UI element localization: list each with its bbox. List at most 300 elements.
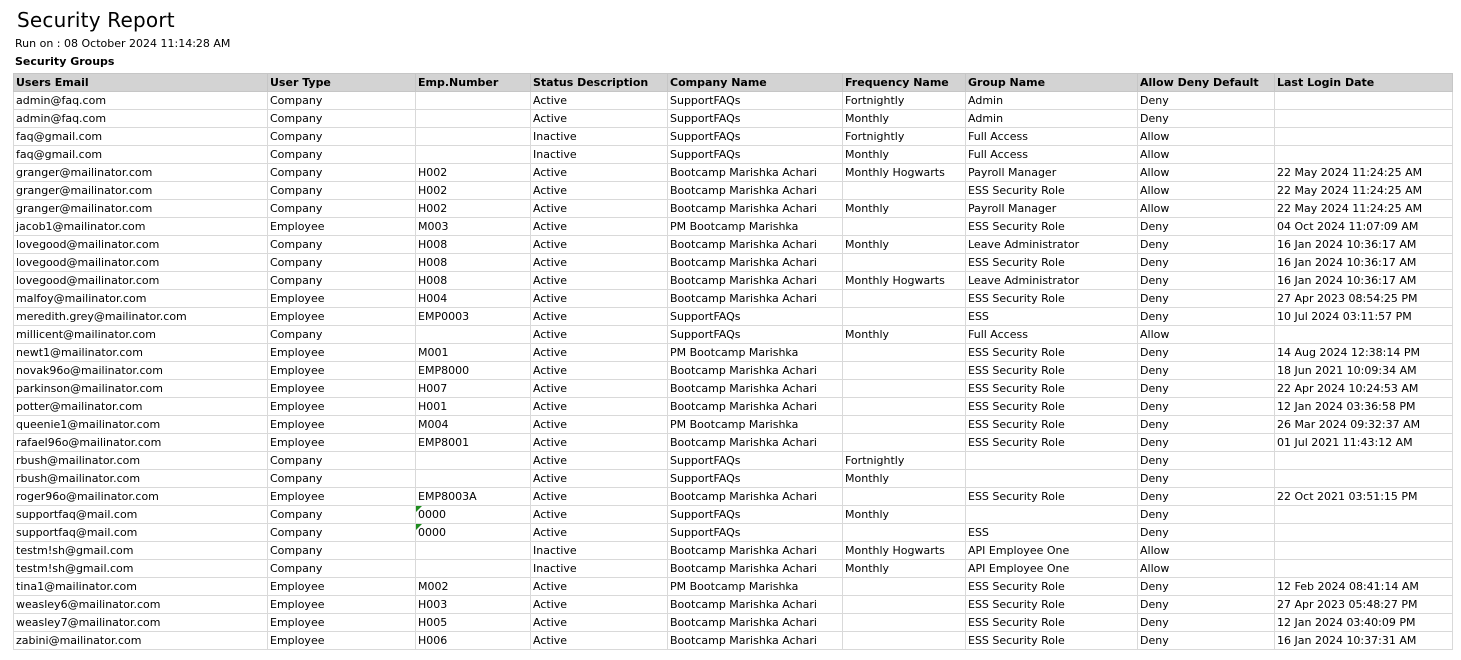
table-row [14, 92, 1453, 110]
cell-company-name[interactable]: SupportFAQs [668, 308, 843, 326]
cell-user-type[interactable]: Employee [268, 416, 416, 434]
cell-allow-deny-default[interactable]: Deny [1138, 308, 1275, 326]
cell-user-type[interactable]: Company [268, 110, 416, 128]
cell-last-login-date[interactable]: 12 Feb 2024 08:41:14 AM [1275, 578, 1453, 596]
cell-allow-deny-default[interactable]: Deny [1138, 488, 1275, 506]
cell-user-type[interactable]: Employee [268, 632, 416, 650]
cell-users-email[interactable]: granger@mailinator.com [14, 182, 268, 200]
cell-users-email[interactable]: faq@gmail.com [14, 146, 268, 164]
cell-company-name[interactable]: SupportFAQs [668, 326, 843, 344]
cell-user-type[interactable]: Company [268, 146, 416, 164]
cell-emp-number[interactable] [416, 560, 531, 578]
cell-company-name[interactable]: SupportFAQs [668, 110, 843, 128]
cell-group-name[interactable]: ESS Security Role [966, 488, 1138, 506]
cell-allow-deny-default[interactable]: Deny [1138, 416, 1275, 434]
cell-group-name[interactable]: ESS Security Role [966, 596, 1138, 614]
cell-emp-number[interactable] [416, 506, 531, 524]
cell-allow-deny-default[interactable]: Deny [1138, 344, 1275, 362]
cell-users-email[interactable]: weasley6@mailinator.com [14, 596, 268, 614]
cell-users-email[interactable]: lovegood@mailinator.com [14, 254, 268, 272]
cell-users-email[interactable]: potter@mailinator.com [14, 398, 268, 416]
cell-group-name[interactable]: Full Access [966, 146, 1138, 164]
cell-last-login-date[interactable]: 16 Jan 2024 10:36:17 AM [1275, 254, 1453, 272]
cell-frequency-name[interactable]: Fortnightly [843, 128, 966, 146]
cell-company-name[interactable]: Bootcamp Marishka Achari [668, 362, 843, 380]
cell-group-name[interactable]: API Employee One [966, 542, 1138, 560]
cell-company-name[interactable]: Bootcamp Marishka Achari [668, 164, 843, 182]
report-title: Security Report [17, 8, 175, 32]
cell-users-email[interactable]: rbush@mailinator.com [14, 470, 268, 488]
cell-company-name[interactable]: Bootcamp Marishka Achari [668, 380, 843, 398]
cell-users-email[interactable]: lovegood@mailinator.com [14, 236, 268, 254]
cell-status-description[interactable]: Active [531, 290, 668, 308]
cell-frequency-name[interactable] [843, 614, 966, 632]
cell-user-type[interactable]: Company [268, 524, 416, 542]
table-row [14, 614, 1453, 632]
cell-allow-deny-default[interactable]: Deny [1138, 614, 1275, 632]
table-row [14, 146, 1453, 164]
cell-user-type[interactable]: Employee [268, 344, 416, 362]
cell-allow-deny-default[interactable]: Deny [1138, 578, 1275, 596]
cell-allow-deny-default[interactable]: Deny [1138, 524, 1275, 542]
cell-group-name[interactable]: ESS Security Role [966, 434, 1138, 452]
cell-user-type[interactable]: Company [268, 254, 416, 272]
cell-status-description[interactable]: Active [531, 92, 668, 110]
cell-user-type[interactable]: Company [268, 326, 416, 344]
cell-emp-number[interactable]: M001 [416, 344, 531, 362]
cell-emp-number[interactable]: H008 [416, 254, 531, 272]
cell-emp-number[interactable]: H008 [416, 272, 531, 290]
cell-emp-number[interactable]: H004 [416, 290, 531, 308]
cell-company-name[interactable]: Bootcamp Marishka Achari [668, 254, 843, 272]
cell-frequency-name[interactable] [843, 218, 966, 236]
cell-last-login-date[interactable] [1275, 542, 1453, 560]
cell-group-name[interactable] [966, 470, 1138, 488]
cell-user-type[interactable]: Employee [268, 434, 416, 452]
cell-company-name[interactable]: PM Bootcamp Marishka [668, 344, 843, 362]
cell-allow-deny-default[interactable]: Allow [1138, 200, 1275, 218]
cell-status-description[interactable]: Active [531, 416, 668, 434]
cell-status-description[interactable]: Active [531, 362, 668, 380]
cell-group-name[interactable]: Leave Administrator [966, 272, 1138, 290]
cell-company-name[interactable]: Bootcamp Marishka Achari [668, 290, 843, 308]
table-row [14, 308, 1453, 326]
column-header-last-login-date[interactable]: Last Login Date [1275, 74, 1453, 92]
cell-group-name[interactable]: API Employee One [966, 560, 1138, 578]
cell-company-name[interactable]: SupportFAQs [668, 92, 843, 110]
cell-company-name[interactable]: Bootcamp Marishka Achari [668, 596, 843, 614]
cell-emp-number[interactable] [416, 128, 531, 146]
cell-last-login-date[interactable] [1275, 452, 1453, 470]
cell-last-login-date[interactable] [1275, 560, 1453, 578]
cell-group-name[interactable]: ESS Security Role [966, 254, 1138, 272]
cell-status-description[interactable]: Active [531, 434, 668, 452]
cell-users-email[interactable]: granger@mailinator.com [14, 200, 268, 218]
cell-last-login-date[interactable]: 18 Jun 2021 10:09:34 AM [1275, 362, 1453, 380]
cell-frequency-name[interactable] [843, 308, 966, 326]
cell-status-description[interactable]: Active [531, 380, 668, 398]
cell-group-name[interactable]: Full Access [966, 128, 1138, 146]
cell-user-type[interactable]: Company [268, 560, 416, 578]
column-header-emp-number[interactable]: Emp.Number [416, 74, 531, 92]
cell-status-description[interactable]: Active [531, 344, 668, 362]
cell-last-login-date[interactable]: 16 Jan 2024 10:36:17 AM [1275, 272, 1453, 290]
cell-group-name[interactable]: ESS Security Role [966, 344, 1138, 362]
cell-company-name[interactable]: Bootcamp Marishka Achari [668, 488, 843, 506]
cell-group-name[interactable] [966, 506, 1138, 524]
cell-status-description[interactable]: Active [531, 164, 668, 182]
cell-emp-number[interactable] [416, 92, 531, 110]
cell-group-name[interactable]: ESS [966, 308, 1138, 326]
cell-company-name[interactable]: SupportFAQs [668, 452, 843, 470]
cell-emp-number[interactable]: H003 [416, 596, 531, 614]
cell-users-email[interactable]: rafael96o@mailinator.com [14, 434, 268, 452]
cell-user-type[interactable]: Company [268, 272, 416, 290]
cell-user-type[interactable]: Company [268, 182, 416, 200]
cell-last-login-date[interactable] [1275, 470, 1453, 488]
cell-frequency-name[interactable] [843, 344, 966, 362]
cell-users-email[interactable]: testm!sh@gmail.com [14, 560, 268, 578]
cell-company-name[interactable]: SupportFAQs [668, 146, 843, 164]
cell-group-name[interactable]: Admin [966, 110, 1138, 128]
cell-last-login-date[interactable] [1275, 128, 1453, 146]
cell-status-description[interactable]: Active [531, 110, 668, 128]
cell-emp-number[interactable] [416, 452, 531, 470]
cell-status-description[interactable]: Active [531, 308, 668, 326]
cell-frequency-name[interactable]: Monthly Hogwarts [843, 272, 966, 290]
cell-group-name[interactable]: ESS Security Role [966, 614, 1138, 632]
cell-allow-deny-default[interactable]: Deny [1138, 110, 1275, 128]
cell-last-login-date[interactable]: 16 Jan 2024 10:37:31 AM [1275, 632, 1453, 650]
cell-last-login-date[interactable]: 12 Jan 2024 03:40:09 PM [1275, 614, 1453, 632]
cell-group-name[interactable]: ESS Security Role [966, 290, 1138, 308]
cell-company-name[interactable]: SupportFAQs [668, 470, 843, 488]
cell-status-description[interactable]: Active [531, 578, 668, 596]
cell-company-name[interactable]: PM Bootcamp Marishka [668, 416, 843, 434]
cell-company-name[interactable]: Bootcamp Marishka Achari [668, 236, 843, 254]
cell-allow-deny-default[interactable]: Allow [1138, 182, 1275, 200]
cell-last-login-date[interactable]: 22 Apr 2024 10:24:53 AM [1275, 380, 1453, 398]
cell-company-name[interactable]: Bootcamp Marishka Achari [668, 542, 843, 560]
column-header-status-description[interactable]: Status Description [531, 74, 668, 92]
cell-last-login-date[interactable]: 12 Jan 2024 03:36:58 PM [1275, 398, 1453, 416]
cell-group-name[interactable] [966, 452, 1138, 470]
cell-allow-deny-default[interactable]: Allow [1138, 326, 1275, 344]
cell-users-email[interactable]: admin@faq.com [14, 110, 268, 128]
cell-frequency-name[interactable]: Monthly [843, 146, 966, 164]
cell-last-login-date[interactable]: 01 Jul 2021 11:43:12 AM [1275, 434, 1453, 452]
cell-user-type[interactable]: Company [268, 506, 416, 524]
cell-user-type[interactable]: Employee [268, 362, 416, 380]
cell-status-description[interactable]: Active [531, 614, 668, 632]
column-header-frequency-name[interactable]: Frequency Name [843, 74, 966, 92]
cell-group-name[interactable]: ESS Security Role [966, 416, 1138, 434]
cell-allow-deny-default[interactable]: Deny [1138, 290, 1275, 308]
cell-emp-number[interactable]: H006 [416, 632, 531, 650]
cell-status-description[interactable]: Active [531, 470, 668, 488]
table-row [14, 128, 1453, 146]
cell-group-name[interactable]: ESS Security Role [966, 398, 1138, 416]
cell-users-email[interactable]: jacob1@mailinator.com [14, 218, 268, 236]
cell-last-login-date[interactable]: 04 Oct 2024 11:07:09 AM [1275, 218, 1453, 236]
cell-status-description[interactable]: Active [531, 398, 668, 416]
cell-emp-number[interactable] [416, 146, 531, 164]
cell-last-login-date[interactable] [1275, 110, 1453, 128]
cell-status-description[interactable]: Active [531, 632, 668, 650]
cell-frequency-name[interactable]: Monthly [843, 110, 966, 128]
cell-allow-deny-default[interactable]: Deny [1138, 632, 1275, 650]
cell-frequency-name[interactable] [843, 362, 966, 380]
table-row [14, 290, 1453, 308]
cell-allow-deny-default[interactable]: Deny [1138, 506, 1275, 524]
cell-users-email[interactable]: lovegood@mailinator.com [14, 272, 268, 290]
cell-user-type[interactable]: Company [268, 128, 416, 146]
cell-emp-number[interactable]: M003 [416, 218, 531, 236]
cell-frequency-name[interactable] [843, 416, 966, 434]
cell-frequency-name[interactable] [843, 380, 966, 398]
cell-status-description[interactable]: Active [531, 200, 668, 218]
cell-frequency-name[interactable] [843, 632, 966, 650]
cell-frequency-name[interactable] [843, 578, 966, 596]
cell-group-name[interactable]: Leave Administrator [966, 236, 1138, 254]
cell-allow-deny-default[interactable]: Deny [1138, 236, 1275, 254]
cell-frequency-name[interactable]: Monthly Hogwarts [843, 542, 966, 560]
cell-user-type[interactable]: Employee [268, 578, 416, 596]
cell-last-login-date[interactable] [1275, 524, 1453, 542]
cell-group-name[interactable]: Payroll Manager [966, 164, 1138, 182]
cell-frequency-name[interactable]: Monthly [843, 236, 966, 254]
cell-allow-deny-default[interactable]: Allow [1138, 146, 1275, 164]
cell-user-type[interactable]: Company [268, 452, 416, 470]
cell-status-description[interactable]: Inactive [531, 560, 668, 578]
cell-users-email[interactable]: millicent@mailinator.com [14, 326, 268, 344]
cell-user-type[interactable]: Employee [268, 596, 416, 614]
cell-frequency-name[interactable]: Monthly [843, 560, 966, 578]
cell-emp-number[interactable]: M002 [416, 578, 531, 596]
cell-user-type[interactable]: Company [268, 236, 416, 254]
cell-allow-deny-default[interactable]: Deny [1138, 398, 1275, 416]
cell-emp-number[interactable]: H007 [416, 380, 531, 398]
cell-emp-number[interactable] [416, 542, 531, 560]
column-header-users-email[interactable]: Users Email [14, 74, 268, 92]
cell-frequency-name[interactable]: Fortnightly [843, 92, 966, 110]
table-row [14, 200, 1453, 218]
cell-user-type[interactable]: Company [268, 200, 416, 218]
cell-user-type[interactable]: Company [268, 470, 416, 488]
cell-last-login-date[interactable]: 27 Apr 2023 08:54:25 PM [1275, 290, 1453, 308]
cell-allow-deny-default[interactable]: Deny [1138, 362, 1275, 380]
cell-users-email[interactable]: faq@gmail.com [14, 128, 268, 146]
cell-last-login-date[interactable]: 10 Jul 2024 03:11:57 PM [1275, 308, 1453, 326]
cell-users-email[interactable]: weasley7@mailinator.com [14, 614, 268, 632]
cell-status-description[interactable]: Active [531, 524, 668, 542]
cell-users-email[interactable]: newt1@mailinator.com [14, 344, 268, 362]
cell-status-description[interactable]: Active [531, 506, 668, 524]
cell-last-login-date[interactable]: 22 Oct 2021 03:51:15 PM [1275, 488, 1453, 506]
cell-last-login-date[interactable] [1275, 146, 1453, 164]
cell-company-name[interactable]: Bootcamp Marishka Achari [668, 272, 843, 290]
cell-frequency-name[interactable] [843, 434, 966, 452]
cell-emp-number[interactable]: H002 [416, 182, 531, 200]
cell-user-type[interactable]: Employee [268, 614, 416, 632]
cell-group-name[interactable]: ESS [966, 524, 1138, 542]
cell-users-email[interactable]: supportfaq@mail.com [14, 524, 268, 542]
cell-status-description[interactable]: Active [531, 488, 668, 506]
cell-last-login-date[interactable]: 27 Apr 2023 05:48:27 PM [1275, 596, 1453, 614]
cell-emp-number[interactable]: EMP8000 [416, 362, 531, 380]
cell-status-description[interactable]: Active [531, 452, 668, 470]
cell-frequency-name[interactable]: Monthly [843, 506, 966, 524]
cell-users-email[interactable]: zabini@mailinator.com [14, 632, 268, 650]
cell-status-description[interactable]: Inactive [531, 542, 668, 560]
cell-company-name[interactable]: SupportFAQs [668, 524, 843, 542]
cell-status-description[interactable]: Active [531, 254, 668, 272]
cell-allow-deny-default[interactable]: Allow [1138, 560, 1275, 578]
cell-group-name[interactable]: ESS Security Role [966, 362, 1138, 380]
cell-allow-deny-default[interactable]: Allow [1138, 128, 1275, 146]
cell-frequency-name[interactable] [843, 488, 966, 506]
cell-company-name[interactable]: PM Bootcamp Marishka [668, 218, 843, 236]
table-row [14, 362, 1453, 380]
cell-status-description[interactable]: Inactive [531, 128, 668, 146]
cell-users-email[interactable]: supportfaq@mail.com [14, 506, 268, 524]
cell-allow-deny-default[interactable]: Deny [1138, 470, 1275, 488]
cell-emp-number[interactable]: EMP8001 [416, 434, 531, 452]
cell-users-email[interactable]: granger@mailinator.com [14, 164, 268, 182]
cell-frequency-name[interactable] [843, 524, 966, 542]
cell-user-type[interactable]: Employee [268, 218, 416, 236]
cell-last-login-date[interactable]: 16 Jan 2024 10:36:17 AM [1275, 236, 1453, 254]
cell-user-type[interactable]: Employee [268, 380, 416, 398]
cell-users-email[interactable]: malfoy@mailinator.com [14, 290, 268, 308]
cell-frequency-name[interactable] [843, 290, 966, 308]
cell-users-email[interactable]: admin@faq.com [14, 92, 268, 110]
cell-allow-deny-default[interactable]: Deny [1138, 434, 1275, 452]
cell-last-login-date[interactable]: 22 May 2024 11:24:25 AM [1275, 164, 1453, 182]
cell-emp-number[interactable] [416, 326, 531, 344]
cell-users-email[interactable]: tina1@mailinator.com [14, 578, 268, 596]
cell-allow-deny-default[interactable]: Deny [1138, 218, 1275, 236]
cell-status-description[interactable]: Active [531, 326, 668, 344]
cell-company-name[interactable]: Bootcamp Marishka Achari [668, 632, 843, 650]
cell-emp-number[interactable]: H005 [416, 614, 531, 632]
cell-users-email[interactable]: testm!sh@gmail.com [14, 542, 268, 560]
cell-company-name[interactable]: Bootcamp Marishka Achari [668, 560, 843, 578]
cell-allow-deny-default[interactable]: Deny [1138, 272, 1275, 290]
cell-last-login-date[interactable]: 22 May 2024 11:24:25 AM [1275, 182, 1453, 200]
cell-last-login-date[interactable]: 22 May 2024 11:24:25 AM [1275, 200, 1453, 218]
cell-company-name[interactable]: Bootcamp Marishka Achari [668, 614, 843, 632]
cell-allow-deny-default[interactable]: Deny [1138, 254, 1275, 272]
column-header-user-type[interactable]: User Type [268, 74, 416, 92]
cell-company-name[interactable]: SupportFAQs [668, 506, 843, 524]
cell-allow-deny-default[interactable]: Allow [1138, 542, 1275, 560]
cell-user-type[interactable]: Employee [268, 488, 416, 506]
cell-company-name[interactable]: Bootcamp Marishka Achari [668, 398, 843, 416]
cell-allow-deny-default[interactable]: Deny [1138, 596, 1275, 614]
cell-company-name[interactable]: Bootcamp Marishka Achari [668, 200, 843, 218]
cell-status-description[interactable]: Inactive [531, 146, 668, 164]
cell-frequency-name[interactable]: Monthly [843, 326, 966, 344]
cell-user-type[interactable]: Company [268, 164, 416, 182]
cell-users-email[interactable]: queenie1@mailinator.com [14, 416, 268, 434]
cell-frequency-name[interactable]: Fortnightly [843, 452, 966, 470]
cell-company-name[interactable]: Bootcamp Marishka Achari [668, 434, 843, 452]
cell-user-type[interactable]: Employee [268, 308, 416, 326]
cell-company-name[interactable]: Bootcamp Marishka Achari [668, 182, 843, 200]
cell-status-description[interactable]: Active [531, 236, 668, 254]
cell-users-email[interactable]: parkinson@mailinator.com [14, 380, 268, 398]
cell-emp-number[interactable]: EMP0003 [416, 308, 531, 326]
cell-status-description[interactable]: Active [531, 596, 668, 614]
cell-users-email[interactable]: meredith.grey@mailinator.com [14, 308, 268, 326]
cell-last-login-date[interactable] [1275, 92, 1453, 110]
cell-allow-deny-default[interactable]: Deny [1138, 452, 1275, 470]
cell-emp-number[interactable]: H002 [416, 164, 531, 182]
cell-status-description[interactable]: Active [531, 272, 668, 290]
column-header-group-name[interactable]: Group Name [966, 74, 1138, 92]
cell-emp-number[interactable] [416, 110, 531, 128]
cell-emp-number[interactable] [416, 470, 531, 488]
cell-user-type[interactable]: Company [268, 542, 416, 560]
cell-group-name[interactable]: ESS Security Role [966, 578, 1138, 596]
cell-emp-number[interactable]: M004 [416, 416, 531, 434]
cell-emp-number[interactable]: H001 [416, 398, 531, 416]
cell-emp-number[interactable] [416, 524, 531, 542]
cell-allow-deny-default[interactable]: Deny [1138, 92, 1275, 110]
cell-company-name[interactable]: SupportFAQs [668, 128, 843, 146]
cell-status-description[interactable]: Active [531, 218, 668, 236]
cell-emp-number[interactable]: H002 [416, 200, 531, 218]
cell-allow-deny-default[interactable]: Deny [1138, 380, 1275, 398]
cell-users-email[interactable]: roger96o@mailinator.com [14, 488, 268, 506]
cell-frequency-name[interactable] [843, 398, 966, 416]
cell-last-login-date[interactable] [1275, 326, 1453, 344]
cell-frequency-name[interactable] [843, 596, 966, 614]
cell-user-type[interactable]: Company [268, 92, 416, 110]
cell-group-name[interactable]: Full Access [966, 326, 1138, 344]
column-header-company-name[interactable]: Company Name [668, 74, 843, 92]
cell-users-email[interactable]: novak96o@mailinator.com [14, 362, 268, 380]
cell-last-login-date[interactable]: 26 Mar 2024 09:32:37 AM [1275, 416, 1453, 434]
cell-users-email[interactable]: rbush@mailinator.com [14, 452, 268, 470]
cell-group-name[interactable]: ESS Security Role [966, 182, 1138, 200]
cell-frequency-name[interactable]: Monthly Hogwarts [843, 164, 966, 182]
cell-frequency-name[interactable]: Monthly [843, 470, 966, 488]
table-row [14, 578, 1453, 596]
cell-last-login-date[interactable] [1275, 506, 1453, 524]
cell-user-type[interactable]: Employee [268, 398, 416, 416]
cell-group-name[interactable]: Payroll Manager [966, 200, 1138, 218]
cell-last-login-date[interactable]: 14 Aug 2024 12:38:14 PM [1275, 344, 1453, 362]
cell-allow-deny-default[interactable]: Allow [1138, 164, 1275, 182]
cell-status-description[interactable]: Active [531, 182, 668, 200]
cell-frequency-name[interactable]: Monthly [843, 200, 966, 218]
cell-group-name[interactable]: ESS Security Role [966, 632, 1138, 650]
cell-user-type[interactable]: Employee [268, 290, 416, 308]
cell-group-name[interactable]: Admin [966, 92, 1138, 110]
cell-company-name[interactable]: PM Bootcamp Marishka [668, 578, 843, 596]
column-header-allow-deny-default[interactable]: Allow Deny Default [1138, 74, 1275, 92]
cell-frequency-name[interactable] [843, 182, 966, 200]
cell-group-name[interactable]: ESS Security Role [966, 218, 1138, 236]
cell-group-name[interactable]: ESS Security Role [966, 380, 1138, 398]
cell-frequency-name[interactable] [843, 254, 966, 272]
section-title: Security Groups [15, 55, 115, 68]
cell-emp-number[interactable]: EMP8003A [416, 488, 531, 506]
table-row [14, 344, 1453, 362]
cell-emp-number[interactable]: H008 [416, 236, 531, 254]
